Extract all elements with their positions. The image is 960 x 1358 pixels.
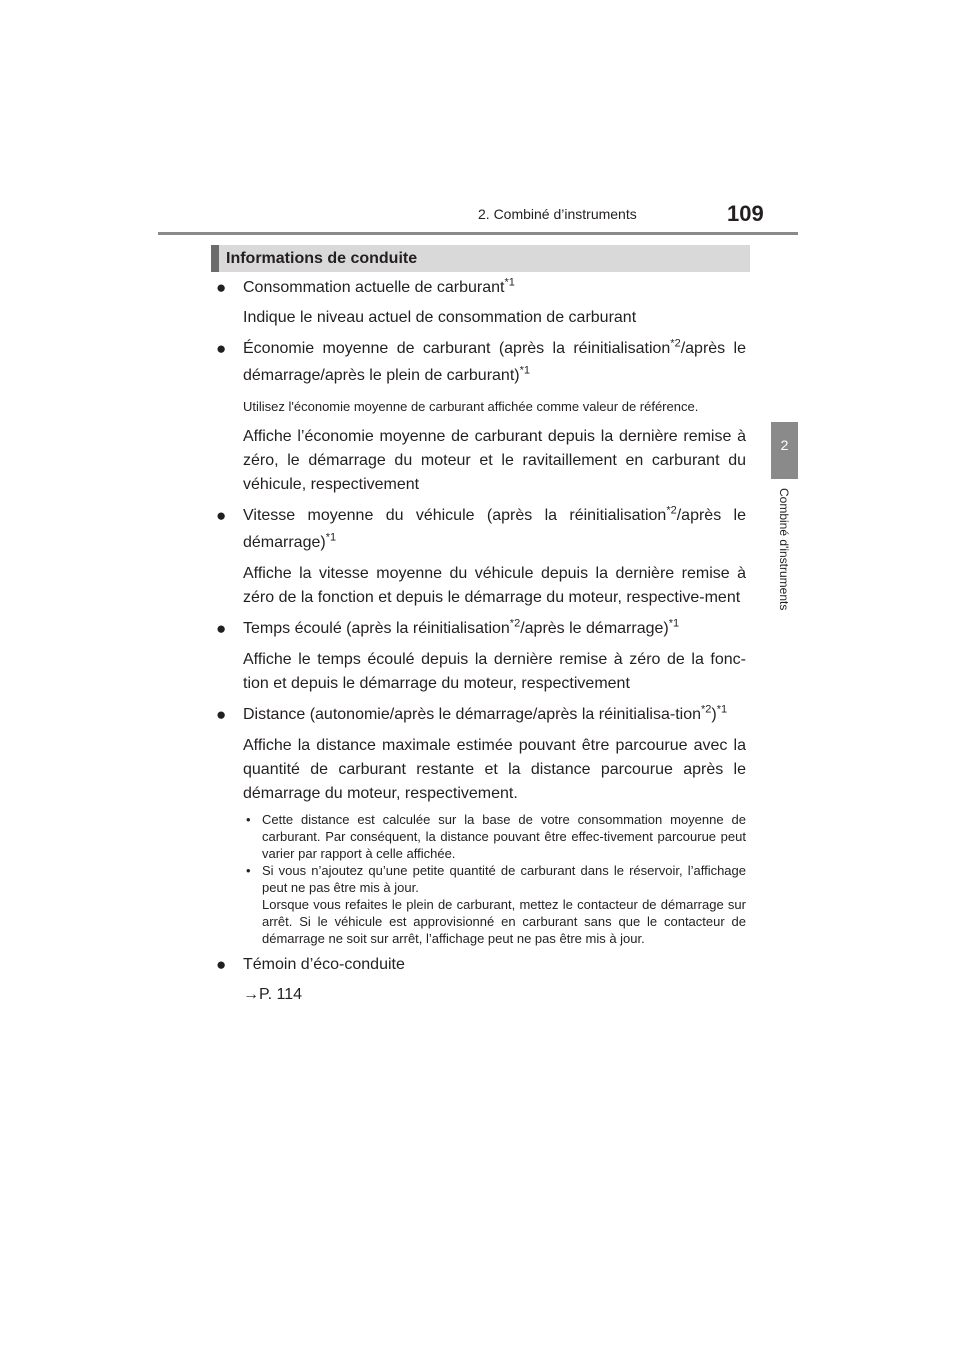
note-text: Lorsque vous refaites le plein de carburant, mettez le contacteur de démarrage sur arrêt. Si le véhicule est approvisionné en carburant sans que le contacteur de démarrage ne soit sur arrêt, l’affichage peut ne pas être mis à jour. bbox=[262, 897, 746, 946]
section-title-bar bbox=[211, 245, 750, 272]
item-body: Indique le niveau actuel de consommation de carburant bbox=[243, 309, 637, 326]
footnote-marker: *2 bbox=[509, 617, 521, 630]
header-divider bbox=[158, 232, 798, 235]
footnote-marker: *1 bbox=[325, 531, 337, 544]
page-reference-link[interactable]: →P. 114 bbox=[243, 986, 303, 1003]
footnote-marker: *2 bbox=[666, 504, 677, 517]
item-title: Distance (autonomie/après le démarrage/après la réinitialisa-tion bbox=[243, 706, 702, 723]
item-title-cont: /après le démarrage/après le plein de carburant) bbox=[243, 340, 746, 384]
running-header-section: 2. Combiné d’instruments bbox=[478, 206, 637, 222]
footnote-marker: *1 bbox=[519, 364, 531, 377]
footnote-marker: *2 bbox=[670, 337, 681, 350]
bullet-icon: ● bbox=[216, 705, 227, 724]
note-item bbox=[216, 862, 746, 947]
note-bullet-icon: • bbox=[246, 812, 251, 827]
note-bullet-icon: • bbox=[246, 863, 251, 878]
item-title: Temps écoulé (après la réinitialisation bbox=[243, 620, 510, 637]
list-item bbox=[216, 951, 746, 978]
bullet-icon: ● bbox=[216, 955, 227, 974]
list-item bbox=[216, 274, 746, 301]
chapter-tab bbox=[771, 422, 798, 479]
item-title: Vitesse moyenne du véhicule (après la réinitialisation bbox=[243, 507, 667, 524]
list-item bbox=[216, 701, 746, 728]
footnote-marker: *1 bbox=[668, 617, 680, 630]
note-list bbox=[216, 811, 746, 947]
chapter-number: 2 bbox=[780, 437, 789, 453]
bullet-icon: ● bbox=[216, 278, 227, 297]
content-column bbox=[216, 274, 746, 1007]
section-title: Informations de conduite bbox=[226, 250, 418, 267]
item-body: Affiche la distance maximale estimée pouvant être parcourue avec la quantité de carburant restante et la distance parcourue après le démarrage du moteur, respectivement. bbox=[243, 737, 746, 802]
footnote-marker: *1 bbox=[716, 703, 728, 716]
list-item bbox=[216, 502, 746, 556]
footnote-marker: *1 bbox=[504, 276, 515, 289]
item-title: Économie moyenne de carburant (après la réinitialisation bbox=[243, 340, 671, 357]
note-item bbox=[216, 811, 746, 862]
item-title: Consommation actuelle de carburant bbox=[243, 279, 505, 296]
bullet-icon: ● bbox=[216, 339, 227, 358]
bullet-icon: ● bbox=[216, 506, 227, 525]
note-text: Si vous n’ajoutez qu’une petite quantité de carburant dans le réservoir, l’affichage peut ne pas être mis à jour. bbox=[262, 863, 746, 895]
chapter-label: Combiné d'instruments bbox=[777, 488, 791, 611]
list-item bbox=[216, 335, 746, 389]
bullet-icon: ● bbox=[216, 619, 227, 638]
item-title-cont: /après le démarrage) bbox=[520, 620, 669, 637]
item-body: Affiche le temps écoulé depuis la dernière remise à zéro de la fonc-tion et depuis le démarrage du moteur, respectivement bbox=[243, 651, 746, 692]
item-body: Affiche la vitesse moyenne du véhicule depuis la dernière remise à zéro de la fonction et depuis le démarrage du moteur, respective-ment bbox=[243, 565, 746, 606]
item-title-cont: ) bbox=[711, 706, 717, 723]
item-title: Témoin d’éco-conduite bbox=[243, 956, 405, 973]
note-text: Cette distance est calculée sur la base de votre consommation moyenne de carburant. Par conséquent, la distance pouvant être effec-tivement parcourue peut varier par rapport à celle affichée. bbox=[262, 812, 746, 861]
chapter-label-container bbox=[771, 488, 798, 638]
item-note: Utilisez l'économie moyenne de carburant affichée comme valeur de référence. bbox=[243, 399, 699, 414]
page-number: 109 bbox=[727, 201, 764, 226]
item-title-cont: /après le démarrage) bbox=[243, 507, 746, 551]
list-item bbox=[216, 615, 746, 642]
item-body: Affiche l’économie moyenne de carburant depuis la dernière remise à zéro, le démarrage du moteur et le ravitaillement en carburant du véhicule, respectivement bbox=[243, 428, 746, 493]
footnote-marker: *2 bbox=[701, 703, 712, 716]
